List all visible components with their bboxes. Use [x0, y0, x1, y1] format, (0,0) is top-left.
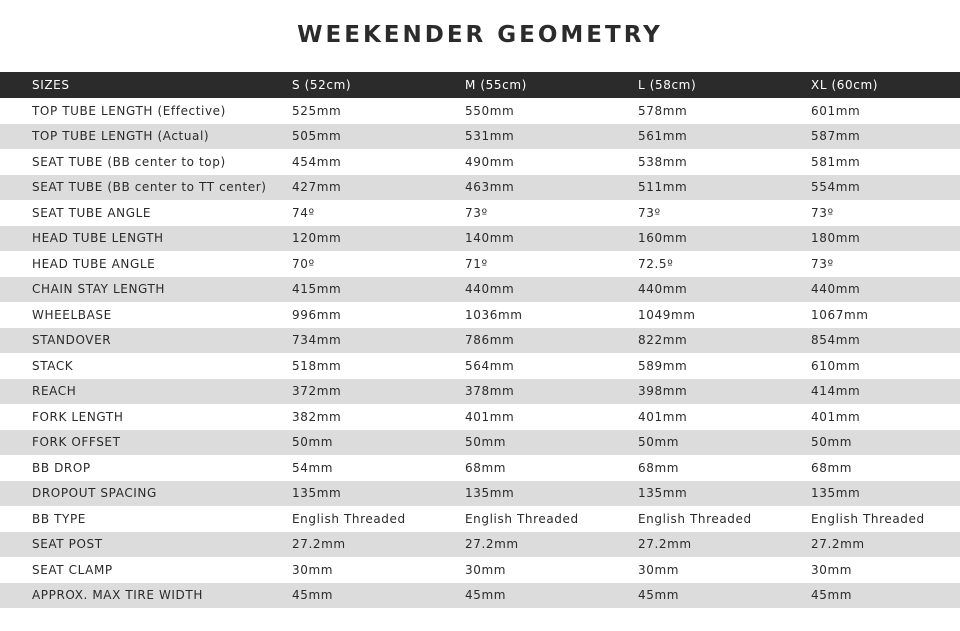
header-size-xl: XL (60cm) — [811, 78, 879, 92]
cell-size-s: 45mm — [292, 588, 334, 603]
cell-size-m: 490mm — [465, 154, 515, 169]
header-size-l: L (58cm) — [638, 78, 697, 92]
cell-size-m: 50mm — [465, 435, 507, 450]
table-row — [0, 557, 960, 583]
cell-size-xl: 30mm — [811, 562, 853, 577]
cell-size-m: 45mm — [465, 588, 507, 603]
cell-size-m: 531mm — [465, 129, 515, 144]
cell-size-xl: 180mm — [811, 231, 861, 246]
cell-size-l: 578mm — [638, 103, 688, 118]
row-label: BB DROP — [32, 460, 91, 475]
cell-size-l: 135mm — [638, 486, 688, 501]
cell-size-xl: 854mm — [811, 333, 861, 348]
cell-size-l: 561mm — [638, 129, 688, 144]
cell-size-l: 160mm — [638, 231, 688, 246]
table-row — [0, 455, 960, 481]
row-label: APPROX. MAX TIRE WIDTH — [32, 588, 203, 603]
cell-size-l: 30mm — [638, 562, 680, 577]
cell-size-l: 822mm — [638, 333, 688, 348]
table-row — [0, 506, 960, 532]
cell-size-m: 73º — [465, 205, 488, 220]
row-label: REACH — [32, 384, 77, 399]
table-row — [0, 226, 960, 252]
table-row — [0, 98, 960, 124]
geometry-table — [0, 72, 960, 608]
cell-size-s: English Threaded — [292, 511, 406, 526]
cell-size-m: 30mm — [465, 562, 507, 577]
cell-size-m: 1036mm — [465, 307, 523, 322]
table-row — [0, 583, 960, 609]
cell-size-s: 454mm — [292, 154, 342, 169]
cell-size-l: 401mm — [638, 409, 688, 424]
cell-size-xl: 587mm — [811, 129, 861, 144]
row-label: WHEELBASE — [32, 307, 112, 322]
row-label: SEAT CLAMP — [32, 562, 113, 577]
row-label: SEAT TUBE (BB center to top) — [32, 154, 226, 169]
table-row — [0, 124, 960, 150]
header-sizes: SIZES — [32, 78, 70, 92]
row-label: HEAD TUBE LENGTH — [32, 231, 164, 246]
cell-size-m: 27.2mm — [465, 537, 519, 552]
row-label: FORK LENGTH — [32, 409, 124, 424]
header-size-m: M (55cm) — [465, 78, 527, 92]
cell-size-s: 74º — [292, 205, 315, 220]
header-size-s: S (52cm) — [292, 78, 352, 92]
cell-size-m: English Threaded — [465, 511, 579, 526]
row-label: STACK — [32, 358, 74, 373]
cell-size-m: 463mm — [465, 180, 515, 195]
row-label: TOP TUBE LENGTH (Effective) — [32, 103, 226, 118]
table-row — [0, 379, 960, 405]
cell-size-l: 1049mm — [638, 307, 696, 322]
cell-size-m: 564mm — [465, 358, 515, 373]
cell-size-xl: 50mm — [811, 435, 853, 450]
cell-size-m: 550mm — [465, 103, 515, 118]
cell-size-xl: 401mm — [811, 409, 861, 424]
cell-size-m: 135mm — [465, 486, 515, 501]
row-label: CHAIN STAY LENGTH — [32, 282, 166, 297]
cell-size-xl: 440mm — [811, 282, 861, 297]
table-row — [0, 404, 960, 430]
cell-size-s: 734mm — [292, 333, 342, 348]
cell-size-s: 372mm — [292, 384, 342, 399]
cell-size-l: 73º — [638, 205, 661, 220]
cell-size-l: 538mm — [638, 154, 688, 169]
table-row — [0, 277, 960, 303]
table-row — [0, 353, 960, 379]
table-row — [0, 251, 960, 277]
row-label: SEAT TUBE (BB center to TT center) — [32, 180, 267, 195]
table-row — [0, 175, 960, 201]
row-label: STANDOVER — [32, 333, 112, 348]
cell-size-xl: 581mm — [811, 154, 861, 169]
cell-size-l: 440mm — [638, 282, 688, 297]
cell-size-l: 68mm — [638, 460, 680, 475]
cell-size-m: 68mm — [465, 460, 507, 475]
table-body — [0, 98, 960, 608]
row-label: SEAT TUBE ANGLE — [32, 205, 152, 220]
table-row — [0, 200, 960, 226]
cell-size-s: 505mm — [292, 129, 342, 144]
cell-size-s: 996mm — [292, 307, 342, 322]
cell-size-xl: 68mm — [811, 460, 853, 475]
cell-size-l: 511mm — [638, 180, 688, 195]
cell-size-xl: 1067mm — [811, 307, 869, 322]
row-label: BB TYPE — [32, 511, 86, 526]
cell-size-l: 50mm — [638, 435, 680, 450]
cell-size-l: 398mm — [638, 384, 688, 399]
cell-size-s: 427mm — [292, 180, 342, 195]
table-row — [0, 149, 960, 175]
cell-size-s: 50mm — [292, 435, 334, 450]
cell-size-xl: 27.2mm — [811, 537, 865, 552]
cell-size-xl: 414mm — [811, 384, 861, 399]
cell-size-l: English Threaded — [638, 511, 752, 526]
table-row — [0, 302, 960, 328]
cell-size-xl: 73º — [811, 205, 834, 220]
cell-size-s: 135mm — [292, 486, 342, 501]
table-row — [0, 481, 960, 507]
cell-size-xl: 554mm — [811, 180, 861, 195]
cell-size-l: 589mm — [638, 358, 688, 373]
cell-size-xl: 135mm — [811, 486, 861, 501]
header-row — [0, 72, 960, 98]
cell-size-l: 27.2mm — [638, 537, 692, 552]
cell-size-l: 72.5º — [638, 256, 674, 271]
row-label: SEAT POST — [32, 537, 103, 552]
cell-size-l: 45mm — [638, 588, 680, 603]
row-label: HEAD TUBE ANGLE — [32, 256, 156, 271]
cell-size-xl: 610mm — [811, 358, 861, 373]
table-row — [0, 430, 960, 456]
cell-size-s: 382mm — [292, 409, 342, 424]
table-row — [0, 328, 960, 354]
cell-size-m: 378mm — [465, 384, 515, 399]
cell-size-m: 401mm — [465, 409, 515, 424]
table-header — [0, 72, 960, 98]
cell-size-xl: 45mm — [811, 588, 853, 603]
cell-size-s: 120mm — [292, 231, 342, 246]
cell-size-xl: English Threaded — [811, 511, 925, 526]
table-row — [0, 532, 960, 558]
cell-size-xl: 601mm — [811, 103, 861, 118]
cell-size-m: 786mm — [465, 333, 515, 348]
cell-size-m: 440mm — [465, 282, 515, 297]
cell-size-xl: 73º — [811, 256, 834, 271]
cell-size-s: 70º — [292, 256, 315, 271]
cell-size-m: 140mm — [465, 231, 515, 246]
row-label: TOP TUBE LENGTH (Actual) — [32, 129, 210, 144]
page-title: WEEKENDER GEOMETRY — [297, 22, 663, 48]
cell-size-s: 525mm — [292, 103, 342, 118]
cell-size-s: 415mm — [292, 282, 342, 297]
row-label: DROPOUT SPACING — [32, 486, 157, 501]
row-label: FORK OFFSET — [32, 435, 121, 450]
cell-size-s: 27.2mm — [292, 537, 346, 552]
cell-size-s: 54mm — [292, 460, 334, 475]
cell-size-s: 518mm — [292, 358, 342, 373]
cell-size-m: 71º — [465, 256, 488, 271]
cell-size-s: 30mm — [292, 562, 334, 577]
